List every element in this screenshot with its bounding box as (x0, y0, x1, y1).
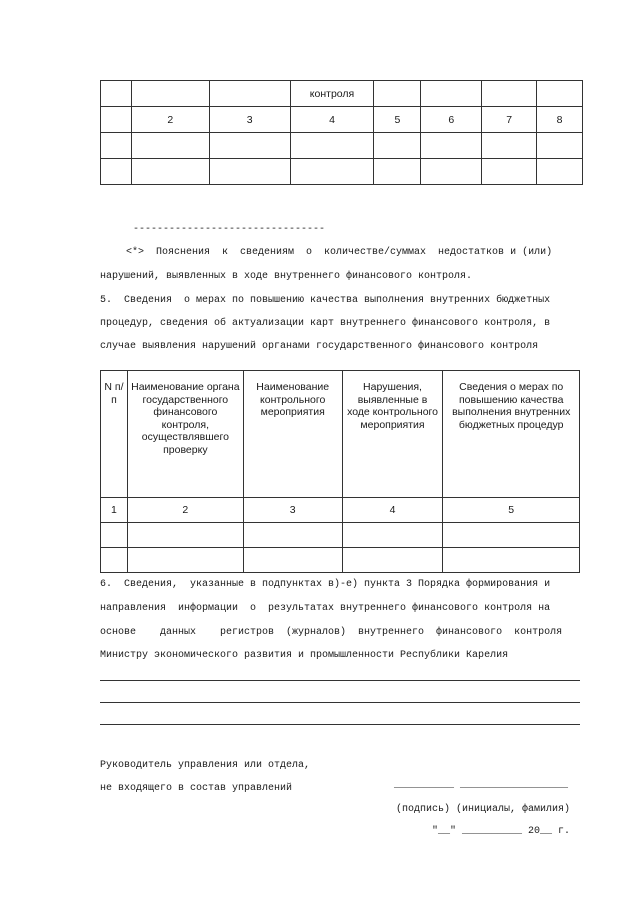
signature-captions: (подпись) (инициалы, фамилия) (396, 804, 571, 815)
empty-cell (421, 159, 482, 185)
empty-cell (101, 133, 132, 159)
table-cell (374, 81, 421, 107)
column-number: 7 (482, 107, 537, 133)
table-row-numbers (101, 107, 583, 133)
column-number: 6 (421, 107, 482, 133)
column-number: 5 (374, 107, 421, 133)
section6-text: 6. Сведения, указанные в подпунктах в)-е) пункта 3 Порядка формирования и (100, 579, 551, 590)
section5-text: случае выявления нарушений органами государственного финансового контроля (100, 341, 539, 352)
table-row (101, 133, 583, 159)
date-line: "__" __________ 20__ г. (432, 826, 571, 837)
section6-text: Министру экономического развития и промышленности Республики Карелия (100, 650, 509, 661)
table-cell (537, 81, 583, 107)
table-row (101, 548, 580, 573)
empty-cell (342, 548, 443, 573)
table-cell (421, 81, 482, 107)
column-number: 3 (209, 107, 290, 133)
section6-text: направления информации о результатах внутреннего финансового контроля на (100, 603, 551, 614)
column-number: 2 (131, 107, 209, 133)
empty-cell (482, 133, 537, 159)
signatory-title: не входящего в состав управлений (100, 783, 293, 794)
table-header-row (101, 371, 580, 498)
violations-table-continuation (100, 80, 583, 185)
column-number: 2 (127, 498, 243, 523)
signature-blanks: __________ __________________ (394, 780, 569, 791)
section5-text: 5. Сведения о мерах по повышению качества выполнения внутренних бюджетных (100, 295, 551, 306)
empty-cell (374, 133, 421, 159)
footnote-line: нарушений, выявленных в ходе внутреннего финансового контроля. (100, 271, 473, 282)
column-number: 4 (342, 498, 443, 523)
section5-text: процедур, сведения об актуализации карт внутреннего финансового контроля, в (100, 318, 551, 329)
measures-table (100, 370, 580, 573)
column-header: Сведения о мерах по повышению качества выполнения внутренних бюджетных процедур (443, 371, 580, 498)
blank-line (100, 702, 580, 703)
empty-cell (443, 523, 580, 548)
empty-cell (421, 133, 482, 159)
signatory-title: Руководитель управления или отдела, (100, 760, 311, 771)
column-header: Нарушения, выявленные в ходе контрольного мероприятия (342, 371, 443, 498)
empty-cell (243, 523, 342, 548)
blank-line (100, 724, 580, 725)
empty-cell (482, 159, 537, 185)
footnote-line: <*> Пояснения к сведениям о количестве/суммах недостатков и (или) (126, 247, 553, 258)
empty-cell (342, 523, 443, 548)
column-header: N п/п (101, 371, 128, 498)
blank-line (100, 680, 580, 681)
footnote-separator: -------------------------------- (133, 224, 326, 235)
table-row (101, 81, 583, 107)
table-cell (101, 107, 132, 133)
empty-cell (443, 548, 580, 573)
column-header: Наименование органа государственного финансового контроля, осуществлявшего проверку (127, 371, 243, 498)
table-cell: контроля (290, 81, 374, 107)
column-number: 1 (101, 498, 128, 523)
column-number: 4 (290, 107, 374, 133)
empty-cell (290, 133, 374, 159)
table-cell (209, 81, 290, 107)
empty-cell (290, 159, 374, 185)
empty-cell (101, 548, 128, 573)
section6-text: основе данных регистров (журналов) внутреннего финансового контроля (100, 627, 563, 638)
table-cell (131, 81, 209, 107)
empty-cell (101, 523, 128, 548)
empty-cell (101, 159, 132, 185)
column-header: Наименование контрольного мероприятия (243, 371, 342, 498)
empty-cell (127, 523, 243, 548)
column-number: 5 (443, 498, 580, 523)
empty-cell (209, 159, 290, 185)
column-number: 3 (243, 498, 342, 523)
empty-cell (131, 133, 209, 159)
table-cell (101, 81, 132, 107)
empty-cell (209, 133, 290, 159)
table-cell (482, 81, 537, 107)
empty-cell (127, 548, 243, 573)
empty-cell (537, 159, 583, 185)
empty-cell (243, 548, 342, 573)
empty-cell (537, 133, 583, 159)
empty-cell (374, 159, 421, 185)
table-row (101, 159, 583, 185)
table-row-numbers (101, 498, 580, 523)
empty-cell (131, 159, 209, 185)
column-number: 8 (537, 107, 583, 133)
table-row (101, 523, 580, 548)
